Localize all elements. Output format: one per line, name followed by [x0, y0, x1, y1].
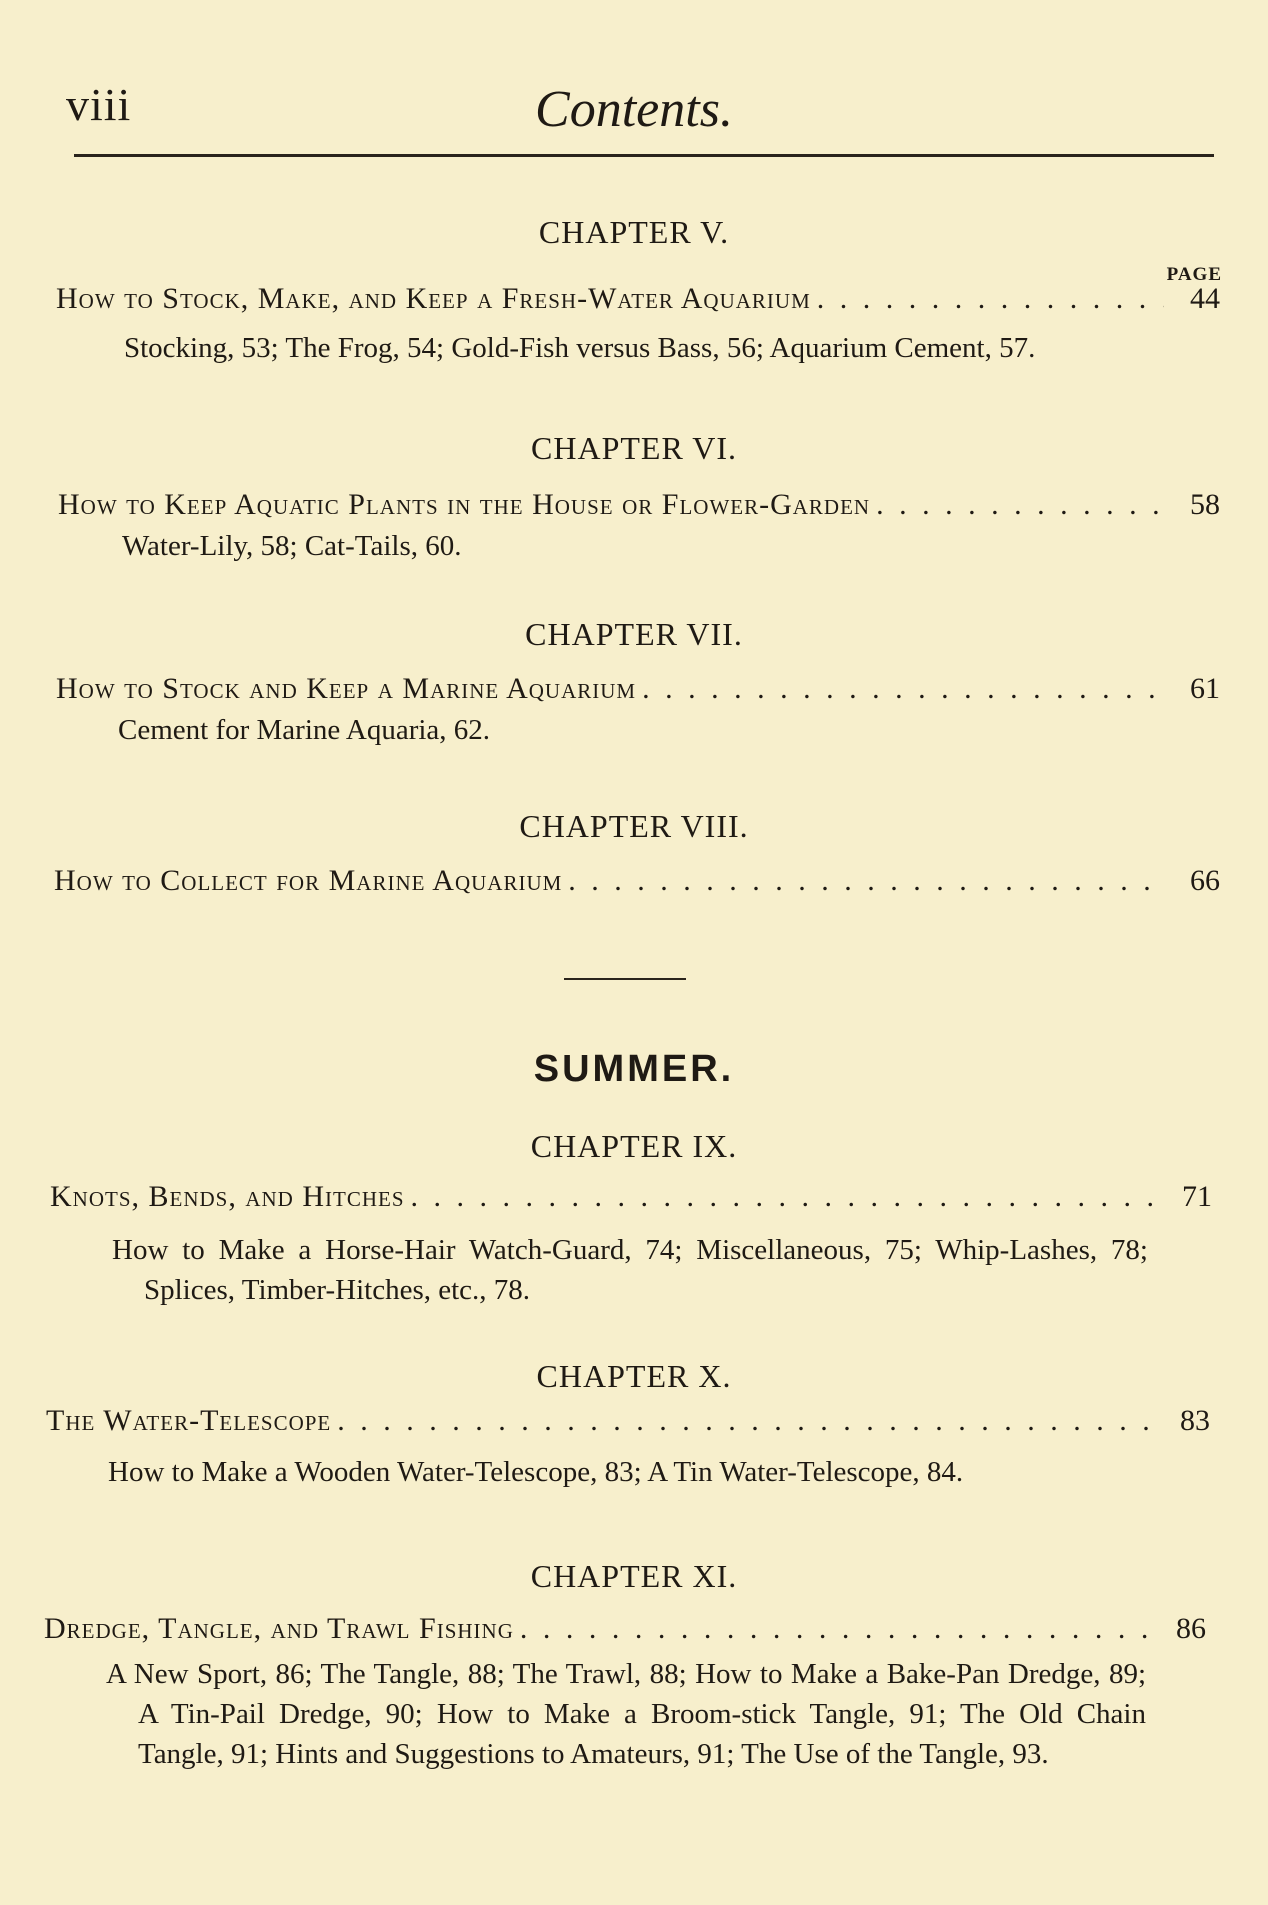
entry-subtopics: How to Make a Wooden Water-Telescope, 83; A Tin Water-Telescope, 84. [108, 1456, 964, 1488]
entry-page: 71 [1182, 1180, 1212, 1213]
toc-entry [46, 1404, 1210, 1438]
entry-page: 61 [1190, 672, 1220, 705]
entry-page: 58 [1190, 488, 1220, 521]
entry-title: How to Stock and Keep a Marine Aquarium [56, 672, 637, 705]
toc-entry [54, 864, 1220, 898]
entry-page: 83 [1180, 1404, 1210, 1437]
entry-title: How to Keep Aquatic Plants in the House or Flower-Garden [58, 488, 871, 521]
dot-leader [568, 864, 1164, 898]
entry-title: Knots, Bends, and Hitches [50, 1180, 405, 1213]
entry-title: The Water-Telescope [46, 1404, 332, 1437]
entry-title: Dredge, Tangle, and Trawl Fishing [44, 1612, 514, 1645]
page-column-label: PAGE [1166, 264, 1222, 285]
dot-leader [411, 1180, 1156, 1214]
entry-subtopics: Cement for Marine Aquaria, 62. [118, 714, 491, 746]
toc-entry [58, 488, 1220, 522]
dot-leader [642, 672, 1164, 706]
entry-subtopics: Water-Lily, 58; Cat-Tails, 60. [122, 530, 462, 562]
entry-title: How to Stock, Make, and Keep a Fresh-Water Aquarium [56, 282, 811, 315]
chapter-heading: CHAPTER IX. [530, 1128, 738, 1164]
chapter-heading: CHAPTER VII. [525, 616, 743, 652]
chapter-heading: CHAPTER VI. [531, 430, 737, 466]
toc-entry [50, 1180, 1212, 1214]
section-heading: SUMMER. [533, 1048, 735, 1090]
section-divider [564, 978, 686, 980]
chapter-heading: CHAPTER V. [538, 214, 730, 250]
toc-entry [56, 672, 1220, 706]
chapter-heading: CHAPTER XI. [530, 1558, 738, 1594]
dot-leader [520, 1612, 1150, 1646]
entry-subtopics: Stocking, 53; The Frog, 54; Gold-Fish versus Bass, 56; Aquarium Cement, 57. [124, 332, 1036, 364]
chapter-heading: CHAPTER X. [536, 1358, 732, 1394]
entry-title: How to Collect for Marine Aquarium [54, 864, 563, 897]
dot-leader [817, 282, 1164, 316]
chapter-heading: CHAPTER VIII. [519, 808, 749, 844]
entry-page: 86 [1176, 1612, 1206, 1645]
entry-subtopics: A New Sport, 86; The Tangle, 88; The Trawl, 88; How to Make a Bake-Pan Dredge, 89; A Tin-Pail Dredge, 90; How to Make a Broom-stick Tangle, 91; The Old Chain Tangle, 91; Hints and Suggestions to Amateurs, 91; The Use of the Tangle, 93. [106, 1658, 1146, 1770]
dot-leader [876, 488, 1164, 522]
entry-subtopics: How to Make a Horse-Hair Watch-Guard, 74; Miscellaneous, 75; Whip-Lashes, 78; Splices, Timber-Hitches, etc., 78. [112, 1234, 1148, 1306]
dot-leader [337, 1404, 1154, 1438]
running-title: Contents. [535, 81, 733, 138]
toc-entry [44, 1612, 1206, 1646]
entry-page: 66 [1190, 864, 1220, 897]
page-number: viii [66, 79, 132, 130]
entry-page: 44 [1190, 282, 1220, 315]
header-rule [74, 154, 1214, 157]
toc-entry [56, 282, 1220, 316]
